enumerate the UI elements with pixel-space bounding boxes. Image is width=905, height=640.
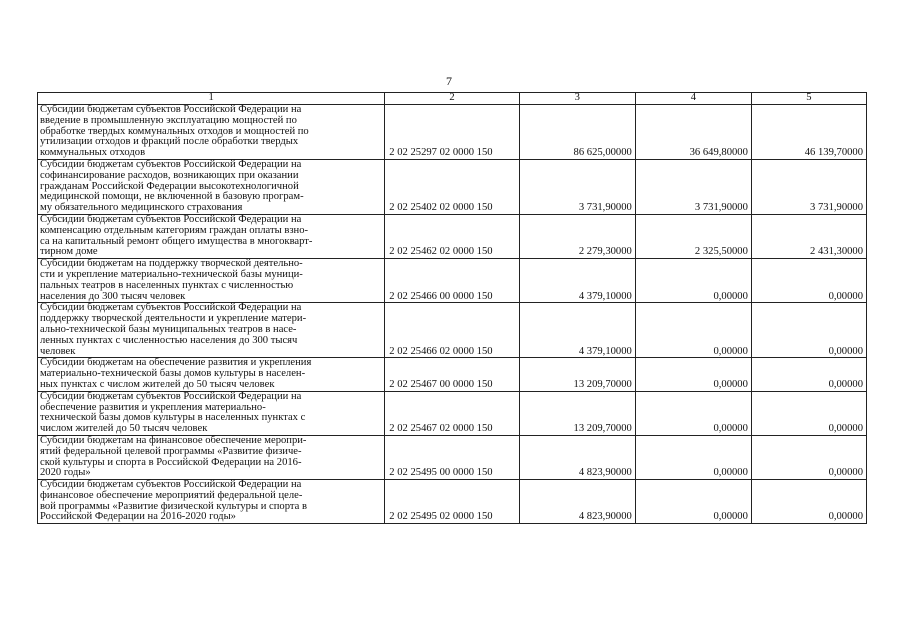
description-line: тирном доме bbox=[40, 246, 98, 258]
row-description bbox=[38, 391, 385, 435]
revenue-code: 2 02 25467 00 0000 150 bbox=[385, 358, 519, 391]
revenue-code: 2 02 25466 02 0000 150 bbox=[385, 303, 519, 358]
table-row bbox=[38, 105, 867, 160]
table-row bbox=[38, 303, 867, 358]
description-line: Субсидии бюджетам на финансовое обеспечение меропри- bbox=[40, 434, 307, 446]
description-line: Субсидии бюджетам субъектов Российской Федерации на bbox=[40, 213, 302, 225]
description-line: гражданам Российской Федерации высокотехнологичной bbox=[40, 180, 299, 192]
description-line: поддержку творческой деятельности и укрепление матери- bbox=[40, 313, 307, 325]
revenue-code: 2 02 25462 02 0000 150 bbox=[385, 214, 519, 258]
description-line: ленных пунктах с численностью населения до 300 тысяч bbox=[40, 334, 298, 346]
description-line: человек bbox=[40, 345, 76, 357]
amount-col5: 0,00000 bbox=[751, 303, 866, 358]
amount-col5: 2 431,30000 bbox=[751, 214, 866, 258]
amount-col3: 13 209,70000 bbox=[519, 358, 635, 391]
revenue-code: 2 02 25495 00 0000 150 bbox=[385, 435, 519, 479]
description-line: материально-технической базы домов культуры в населен- bbox=[40, 368, 306, 380]
amount-col5: 0,00000 bbox=[751, 259, 866, 303]
description-line: компенсацию отдельным категориям граждан оплаты взно- bbox=[40, 224, 309, 236]
table-row bbox=[38, 480, 867, 524]
description-line: му обязательного медицинского страхования bbox=[40, 202, 243, 214]
description-line: Субсидии бюджетам субъектов Российской Федерации на bbox=[40, 479, 302, 491]
budget-table bbox=[37, 92, 867, 524]
amount-col4: 0,00000 bbox=[635, 435, 751, 479]
description-line: технической базы домов культуры в населенных пунктах с bbox=[40, 412, 306, 424]
amount-col4: 36 649,80000 bbox=[635, 105, 751, 160]
amount-col4: 0,00000 bbox=[635, 480, 751, 524]
description-line: Субсидии бюджетам субъектов Российской Федерации на bbox=[40, 390, 302, 402]
table-row bbox=[38, 159, 867, 214]
row-description bbox=[38, 259, 385, 303]
row-description bbox=[38, 358, 385, 391]
column-header: 3 bbox=[519, 93, 635, 105]
amount-col5: 0,00000 bbox=[751, 391, 866, 435]
table-row bbox=[38, 214, 867, 258]
amount-col3: 3 731,90000 bbox=[519, 159, 635, 214]
amount-col5: 3 731,90000 bbox=[751, 159, 866, 214]
table-row bbox=[38, 435, 867, 479]
row-description bbox=[38, 480, 385, 524]
description-line: обработке твердых коммунальных отходов и мощностей по bbox=[40, 125, 309, 137]
revenue-code: 2 02 25466 00 0000 150 bbox=[385, 259, 519, 303]
amount-col4: 2 325,50000 bbox=[635, 214, 751, 258]
amount-col3: 4 379,10000 bbox=[519, 303, 635, 358]
table-row bbox=[38, 391, 867, 435]
column-header: 1 bbox=[38, 93, 385, 105]
description-line: вой программы «Развитие физической культуры и спорта в bbox=[40, 500, 307, 512]
description-line: Субсидии бюджетам субъектов Российской Федерации на bbox=[40, 158, 302, 170]
description-line: 2020 годы» bbox=[40, 467, 91, 479]
description-line: ятий федеральной целевой программы «Развитие физиче- bbox=[40, 445, 302, 457]
column-header: 4 bbox=[635, 93, 751, 105]
description-line: утилизации отходов и фракций после обработки твердых bbox=[40, 136, 299, 148]
row-description bbox=[38, 105, 385, 160]
description-line: Субсидии бюджетам субъектов Российской Федерации на bbox=[40, 302, 302, 314]
description-line: са на капитальный ремонт общего имущества в многокварт- bbox=[40, 235, 313, 247]
row-description bbox=[38, 435, 385, 479]
amount-col4: 3 731,90000 bbox=[635, 159, 751, 214]
column-header: 5 bbox=[751, 93, 866, 105]
amount-col3: 13 209,70000 bbox=[519, 391, 635, 435]
table-row bbox=[38, 358, 867, 391]
amount-col5: 0,00000 bbox=[751, 480, 866, 524]
amount-col4: 0,00000 bbox=[635, 358, 751, 391]
description-line: медицинской помощи, не включенной в базовую програм- bbox=[40, 191, 304, 203]
amount-col4: 0,00000 bbox=[635, 259, 751, 303]
row-description bbox=[38, 214, 385, 258]
description-line: обеспечение развития и укрепления материально- bbox=[40, 401, 266, 413]
revenue-code: 2 02 25467 02 0000 150 bbox=[385, 391, 519, 435]
row-description bbox=[38, 303, 385, 358]
amount-col3: 4 823,90000 bbox=[519, 480, 635, 524]
description-line: софинансирование расходов, возникающих при оказании bbox=[40, 169, 299, 181]
row-description bbox=[38, 159, 385, 214]
table-row bbox=[38, 259, 867, 303]
amount-col3: 2 279,30000 bbox=[519, 214, 635, 258]
revenue-code: 2 02 25495 02 0000 150 bbox=[385, 480, 519, 524]
amount-col3: 86 625,00000 bbox=[519, 105, 635, 160]
description-line: ской культуры и спорта в Российской Федерации на 2016- bbox=[40, 456, 302, 468]
description-line: числом жителей до 50 тысяч человек bbox=[40, 423, 208, 435]
amount-col3: 4 823,90000 bbox=[519, 435, 635, 479]
description-line: Субсидии бюджетам на обеспечение развития и укрепления bbox=[40, 357, 312, 369]
page-number: 7 bbox=[446, 74, 452, 88]
description-line: Субсидии бюджетам на поддержку творческой деятельно- bbox=[40, 258, 303, 270]
description-line: финансовое обеспечение мероприятий федеральной целе- bbox=[40, 489, 303, 501]
amount-col5: 0,00000 bbox=[751, 358, 866, 391]
amount-col5: 46 139,70000 bbox=[751, 105, 866, 160]
amount-col4: 0,00000 bbox=[635, 391, 751, 435]
revenue-code: 2 02 25297 02 0000 150 bbox=[385, 105, 519, 160]
amount-col5: 0,00000 bbox=[751, 435, 866, 479]
amount-col3: 4 379,10000 bbox=[519, 259, 635, 303]
description-line: коммунальных отходов bbox=[40, 147, 146, 159]
column-header: 2 bbox=[385, 93, 519, 105]
description-line: Российской Федерации на 2016-2020 годы» bbox=[40, 511, 236, 523]
description-line: ально-технической базы муниципальных театров в насе- bbox=[40, 323, 297, 335]
description-line: Субсидии бюджетам субъектов Российской Федерации на bbox=[40, 104, 302, 115]
description-line: введение в промышленную эксплуатацию мощностей по bbox=[40, 114, 297, 126]
amount-col4: 0,00000 bbox=[635, 303, 751, 358]
table-header-row bbox=[38, 93, 867, 105]
description-line: ных пунктах с числом жителей до 50 тысяч человек bbox=[40, 378, 275, 390]
description-line: населения до 300 тысяч человек bbox=[40, 290, 186, 302]
description-line: сти и укрепление материально-технической базы муници- bbox=[40, 268, 303, 280]
description-line: пальных театров в населенных пунктах с численностью bbox=[40, 279, 294, 291]
revenue-code: 2 02 25402 02 0000 150 bbox=[385, 159, 519, 214]
